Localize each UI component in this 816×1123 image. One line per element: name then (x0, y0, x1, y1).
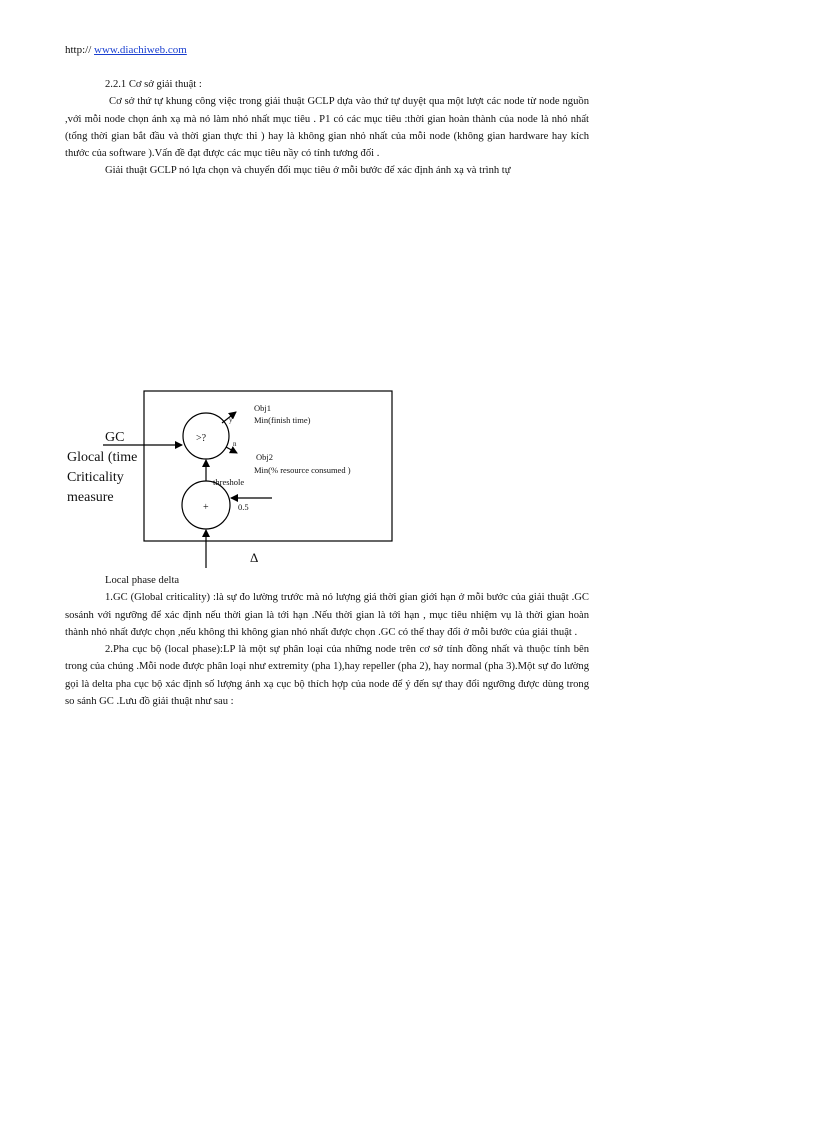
paragraph: 2.Pha cục bộ (local phase):LP là một sự phân loại của những node trên cơ sở tính đồng nhất và thuộc tính bên trong của chúng .Mỗi node được phân loại như extremity (pha 1),hay repeller (pha 2), hay normal (pha 3).Một sự đo lường gọi là delta pha cục bộ xác định số lượng ánh xạ cục bộ thích hợp của node để ý đến sự thay đổi ngưỡng được dùng trong so sánh GC .Lưu đồ giải thuật như sau : (65, 644, 589, 708)
gc-label: GC (105, 430, 125, 445)
header-prefix: http:// (65, 44, 95, 56)
diagram-svg (0, 385, 816, 595)
half-label: 0.5 (238, 502, 249, 512)
no-label: n (233, 440, 237, 448)
page-header (65, 44, 187, 56)
diagram-caption: Local phase delta (105, 575, 180, 586)
measure-label: measure (67, 490, 114, 505)
section-2 (65, 572, 589, 710)
criticality-label: Criticality (67, 470, 124, 485)
delta-symbol: Δ (250, 550, 259, 565)
section-heading: 2.2.1 Cơ sở giải thuật : (105, 79, 202, 90)
yes-label: y (229, 416, 233, 424)
paragraph: Giải thuật GCLP nó lựa chọn và chuyển đổi mục tiêu ở mỗi bước để xác định ánh xạ và trình tự (105, 165, 511, 177)
obj2-label: Obj2 (256, 452, 273, 462)
section-1 (65, 76, 589, 180)
obj1-desc: Min(finish time) (254, 415, 311, 425)
obj2-desc: Min(% resource consumed ) (254, 465, 351, 475)
header-link[interactable]: www.diachiweb.com (94, 44, 187, 56)
threshold-label: threshole (213, 477, 245, 487)
plus-symbol: + (203, 502, 209, 513)
glocal-label: Glocal (time (67, 450, 138, 465)
paragraph: 1.GC (Global criticality) :là sự đo lường trước mà nó lượng giá thời gian giới hạn ở mỗi bước của giải thuật .GC sosánh với ngưỡng để xác định nếu thời gian là tới hạn .Nếu thời gian là tới hạn , mục tiêu nhiệm vụ là thời gian hoàn thành nhỏ nhất được chọn ,nếu không thì không gian nhỏ nhất được chọn .GC có thể thay đổi ở mỗi bước của giải thuật . (65, 592, 589, 638)
paragraph: Cơ sở thứ tự khung công việc trong giải thuật GCLP dựa vào thứ tự duyệt qua một lượt các node từ node nguồn ,với mỗi node chọn ánh xạ mà nó làm nhỏ nhất mục tiêu . P1 có các mục tiêu :thời gian hoàn thành của node là nhỏ nhất (tổng thời gian bắt đầu và thời gian thực thi ) hay là không gian nhỏ nhất của mỗi node (không gian hardware hay kích thước của software ).Vấn đề đạt được các mục tiêu nầy có tính tương đối . (65, 96, 589, 160)
obj1-label: Obj1 (254, 403, 271, 413)
compare-symbol: >? (196, 433, 207, 444)
gclp-diagram (0, 385, 816, 595)
